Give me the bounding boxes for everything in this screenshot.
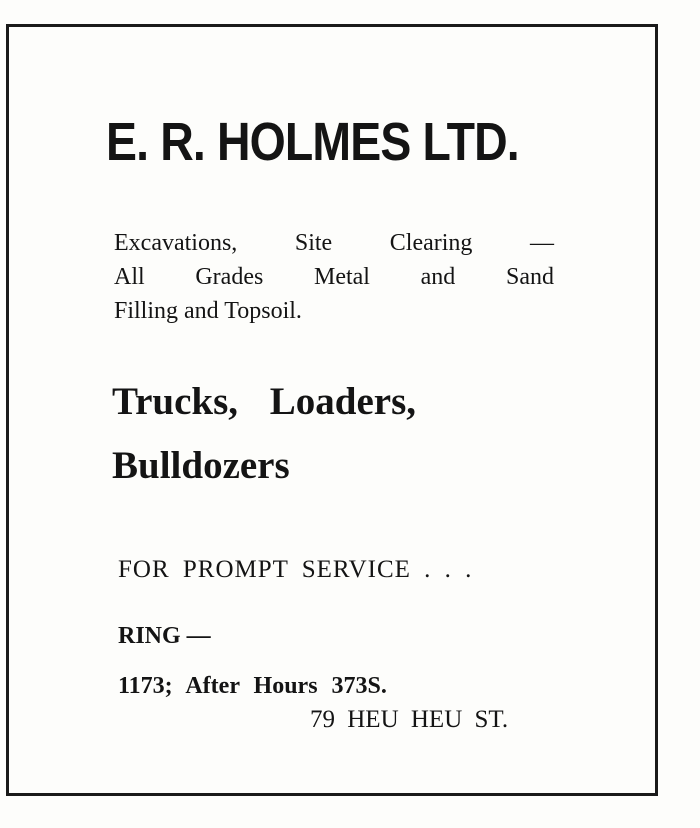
equipment-line-2: Bulldozers (112, 444, 290, 487)
equipment-line-1: Trucks, Loaders, (112, 380, 417, 423)
services-description (114, 226, 554, 328)
prompt-service-text: FOR PROMPT SERVICE . . . (118, 556, 473, 583)
phone-numbers: 1173; After Hours 373S. (118, 673, 387, 699)
street-address: 79 HEU HEU ST. (310, 706, 509, 733)
equipment-list (112, 370, 532, 498)
company-name: E. R. HOLMES LTD. (106, 112, 519, 172)
services-line-1: Excavations, Site Clearing — (114, 230, 554, 256)
ring-label: RING — (118, 623, 211, 649)
services-line-3: Filling and Topsoil. (114, 298, 302, 324)
services-line-2: All Grades Metal and Sand (114, 264, 554, 290)
